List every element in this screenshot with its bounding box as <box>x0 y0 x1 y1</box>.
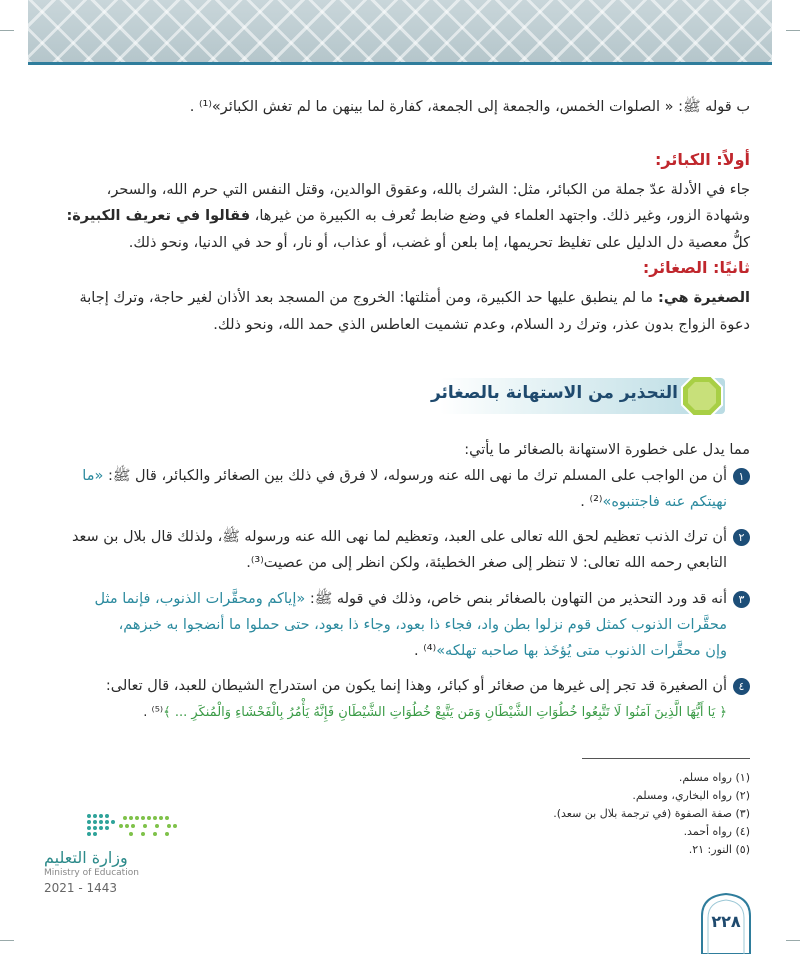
list-item <box>82 466 750 486</box>
crop-mark <box>0 940 14 941</box>
paragraph-line: دعوة الزواج بدون عذر، وترك رد السلام، وعدم تشميت العاطس الذي حمد الله، ونحو ذلك. <box>213 317 750 333</box>
definition-label: الصغيرة هي: <box>652 290 750 306</box>
hadith-text: «ما <box>82 468 104 484</box>
list-item <box>72 527 750 547</box>
crop-mark <box>786 940 800 941</box>
quran-verse-line <box>143 703 727 723</box>
page-number: ٢٢٨ <box>711 912 741 931</box>
header-banner <box>28 0 772 62</box>
list-item <box>95 589 750 609</box>
list-text: أن ترك الذنب تعظيم لحق الله تعالى على العبد، وتعظيم لما نهى الله عنه ورسوله ﷺ، ولذلك قال بلال بن سعد <box>71 529 727 545</box>
paragraph-text: ما لم ينطبق عليها حد الكبيرة، ومن أمثلتها: الخروج من المسجد بعد الأذان لغير حاجة، وترك إجابة <box>79 290 653 306</box>
footnote-ref: ⁽²⁾ . <box>580 494 603 510</box>
list-number: ٤ <box>733 678 750 695</box>
list-item-continued <box>414 641 727 661</box>
paragraph-line: كلُّ معصية دل الدليل على تغليظ تحريمها، إما بلعن أو غضب، أو عذاب، أو نار، أو حد في الدنيا، ونحو ذلك. <box>128 235 750 251</box>
ministry-name-arabic: وزارة التعليم <box>44 848 128 867</box>
paragraph-line: جاء في الأدلة عدّ جملة من الكبائر، مثل: الشرك بالله، وعقوق الوالدين، وقتل النفس التي حرم الله، والسحر، <box>106 182 750 198</box>
paragraph-line <box>80 288 751 308</box>
list-item-continued <box>580 492 727 512</box>
heading-major-sins: أولاً: الكبائر: <box>654 150 750 169</box>
ministry-name-english: Ministry of Education <box>44 868 139 878</box>
heading-minor-sins: ثانيًا: الصغائر: <box>642 258 750 277</box>
section-title: التحذير من الاستهانة بالصغائر <box>430 383 678 403</box>
ministry-logo-icon <box>85 812 185 840</box>
list-item-continued: التابعي رحمه الله تعالى: لا تنظر إلى صغر الخطيئة، ولكن انظر إلى من عصيت⁽³⁾. <box>246 555 727 571</box>
definition-label: فقالوا في تعريف الكبيرة: <box>66 208 251 224</box>
quran-verse: ﴿ يَا أَيُّهَا الَّذِينَ آمَنُوا لَا تَتَّبِعُوا خُطُوَاتِ الشَّيْطَانِ وَمَن يَتَّبِعْ خُطُوَاتِ الشَّيْطَانِ فَإِنَّهُ يَأْمُرُ بِالْفَحْشَاءِ وَالْمُنكَرِ ... ﴾ <box>163 705 727 720</box>
list-text: أنه قد ورد التحذير من التهاون بالصغائر بنص خاص، وذلك في قوله ﷺ: <box>305 591 727 607</box>
crop-mark <box>0 30 14 31</box>
hadith-text: نهيتكم عنه فاجتنبوه» <box>602 494 727 510</box>
edition-year: 2021 - 1443 <box>44 881 118 895</box>
paragraph-line <box>66 206 750 226</box>
footnote-ref: ⁽⁵⁾ . <box>143 705 164 720</box>
hadith-text: «إياكم ومحقَّرات الذنوب، فإنما مثل <box>94 591 306 607</box>
list-number: ٣ <box>733 591 750 608</box>
crop-mark <box>786 30 800 31</box>
list-number: ٢ <box>733 529 750 546</box>
paragraph-text: وشهادة الزور، وغير ذلك. واجتهد العلماء في وضع ضابط تُعرف به الكبيرة من غيرها، <box>250 208 750 224</box>
footnote-ref: ⁽⁴⁾ . <box>414 643 437 659</box>
intro-hadith-line: ب قوله ﷺ: « الصلوات الخمس، والجمعة إلى الجمعة، كفارة لما بينهن ما لم تغش الكبائر»⁽¹⁾ . <box>189 99 750 115</box>
footnote: (٣) صفة الصفوة (في ترجمة بلال بن سعد). <box>553 807 750 820</box>
list-text: أن من الواجب على المسلم ترك ما نهى الله عنه ورسوله، لا فرق في ذلك بين الصغائر والكبائر، قال ﷺ: <box>103 468 727 484</box>
list-text: أن الصغيرة قد تجر إلى غيرها من صغائر أو كبائر، وهذا إنما يكون من استدراج الشيطان للعبد، قال تعالى: <box>105 678 727 694</box>
footnote: (٥) النور: ٢١. <box>688 843 750 856</box>
footnote-divider <box>582 758 750 759</box>
list-item <box>106 676 750 696</box>
header-divider <box>28 62 772 65</box>
footnote: (٤) رواه أحمد. <box>683 825 750 838</box>
octagon-icon <box>680 374 724 418</box>
hadith-line: محقَّرات الذنوب كمثل قوم نزلوا بطن واد، فجاء ذا بعود، وجاء ذا بعود، حتى حملوا ما أنضجوا به خبزهم، <box>118 617 727 633</box>
list-number: ١ <box>733 468 750 485</box>
section-intro: مما يدل على خطورة الاستهانة بالصغائر ما يأتي: <box>464 442 750 458</box>
footnote: (٢) رواه البخاري، ومسلم. <box>632 789 750 802</box>
hadith-text: وإن محقَّرات الذنوب متى يُؤخَذ بها صاحبه تهلكه» <box>436 643 727 659</box>
footnote: (١) رواه مسلم. <box>678 771 750 784</box>
